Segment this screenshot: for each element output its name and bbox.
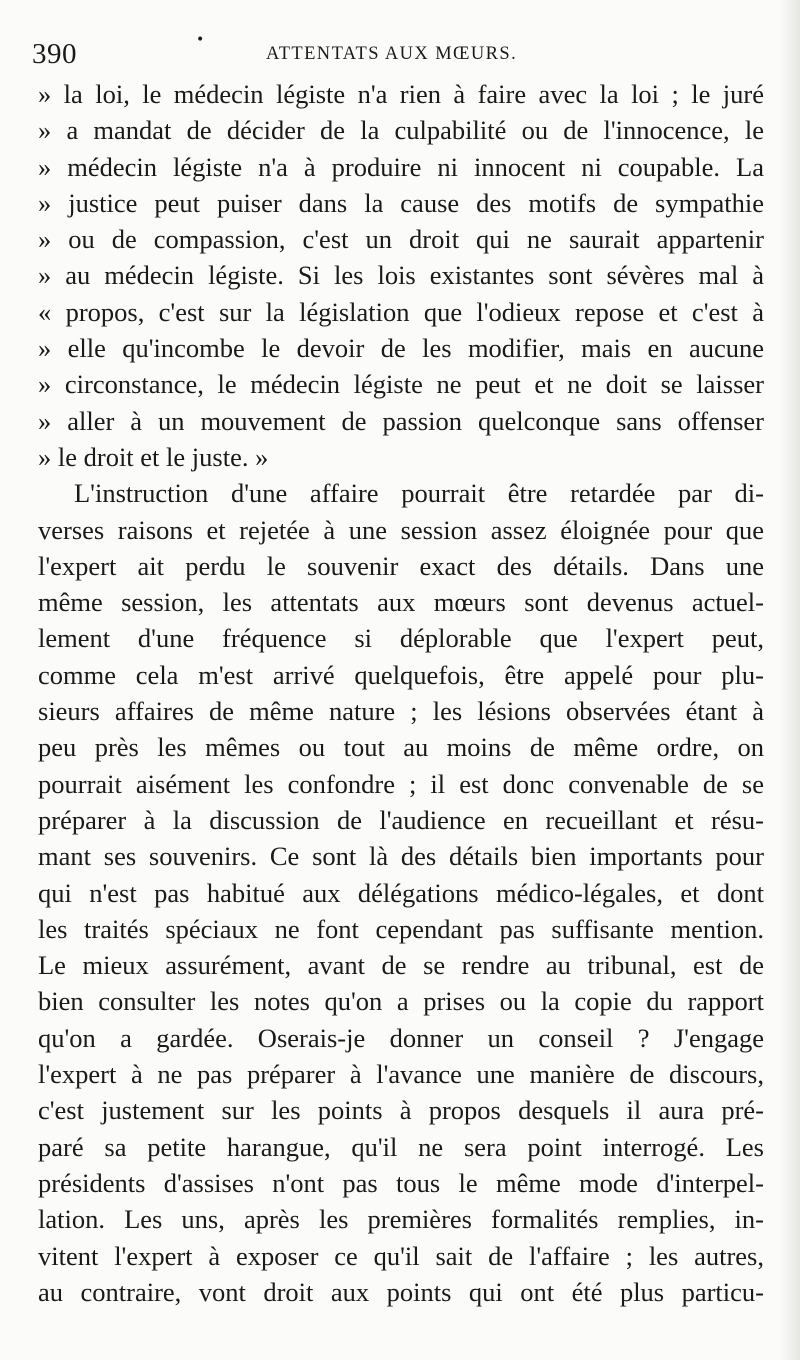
text-line: comme cela m'est arrivé quelquefois, être appelé pour plu-	[38, 659, 764, 690]
text-line: » elle qu'incombe le devoir de les modifier, mais en aucune	[38, 333, 764, 364]
text-line: » justice peut puiser dans la cause des motifs de sympathie	[38, 187, 764, 218]
text-line: lation. Les uns, après les premières formalités remplies, in-	[38, 1204, 764, 1235]
text-line: » médecin légiste n'a à produire ni innocent ni coupable. La	[38, 151, 764, 182]
text-line: paré sa petite harangue, qu'il ne sera point interrogé. Les	[38, 1131, 764, 1162]
text-line: les traités spéciaux ne font cependant pas suffisante mention.	[38, 913, 764, 944]
text-line: verses raisons et rejetée à une session assez éloignée pour que	[38, 514, 764, 545]
head-mark: •	[196, 32, 205, 48]
text-line: « propos, c'est sur la législation que l'odieux repose et c'est à	[38, 296, 764, 327]
text-line: au contraire, vont droit aux points qui ont été plus particu-	[38, 1276, 764, 1307]
text-line: pourrait aisément les confondre ; il est donc convenable de se	[38, 768, 764, 799]
text-line: l'expert ait perdu le souvenir exact des détails. Dans une	[38, 550, 764, 581]
text-line: L'instruction d'une affaire pourrait être retardée par di-	[74, 478, 764, 509]
text-line: mant ses souvenirs. Ce sont là des détails bien importants pour	[38, 841, 764, 872]
text-line: préparer à la discussion de l'audience en recueillant et résu-	[38, 804, 764, 835]
text-line: peu près les mêmes ou tout au moins de même ordre, on	[38, 732, 764, 763]
text-line: même session, les attentats aux mœurs sont devenus actuel-	[38, 587, 764, 618]
text-line: » au médecin légiste. Si les lois existantes sont sévères mal à	[38, 260, 764, 291]
text-line: vitent l'expert à exposer ce qu'il sait de l'affaire ; les autres,	[38, 1240, 764, 1271]
text-line: c'est justement sur les points à propos desquels il aura pré-	[38, 1095, 764, 1126]
running-title: ATTENTATS AUX MŒURS.	[266, 44, 518, 64]
running-head	[32, 30, 772, 70]
text-line: qui n'est pas habitué aux délégations médico-légales, et dont	[38, 877, 764, 908]
text-line: » la loi, le médecin légiste n'a rien à faire avec la loi ; le juré	[38, 79, 764, 109]
text-line: » a mandat de décider de la culpabilité ou de l'innocence, le	[38, 115, 764, 146]
text-line: » circonstance, le médecin légiste ne peut et ne doit se laisser	[38, 369, 764, 400]
text-line: qu'on a gardée. Oserais-je donner un conseil ? J'engage	[38, 1022, 764, 1053]
text-line: » ou de compassion, c'est un droit qui ne saurait appartenir	[38, 224, 764, 255]
text-line: » aller à un mouvement de passion quelconque sans offenser	[38, 405, 764, 436]
text-line: » le droit et le juste. »	[38, 441, 269, 472]
text-line: lement d'une fréquence si déplorable que l'expert peut,	[38, 623, 764, 654]
text-line: Le mieux assurément, avant de se rendre au tribunal, est de	[38, 950, 764, 981]
text-line: présidents d'assises n'ont pas tous le même mode d'interpel-	[38, 1167, 764, 1198]
page-edge-shadow	[780, 0, 800, 1360]
page-number: 390	[32, 38, 77, 70]
body-text	[38, 76, 764, 1310]
text-line: bien consulter les notes qu'on a prises ou la copie du rapport	[38, 986, 764, 1017]
text-line: l'expert à ne pas préparer à l'avance une manière de discours,	[38, 1059, 764, 1090]
text-line: sieurs affaires de même nature ; les lésions observées étant à	[38, 696, 764, 727]
